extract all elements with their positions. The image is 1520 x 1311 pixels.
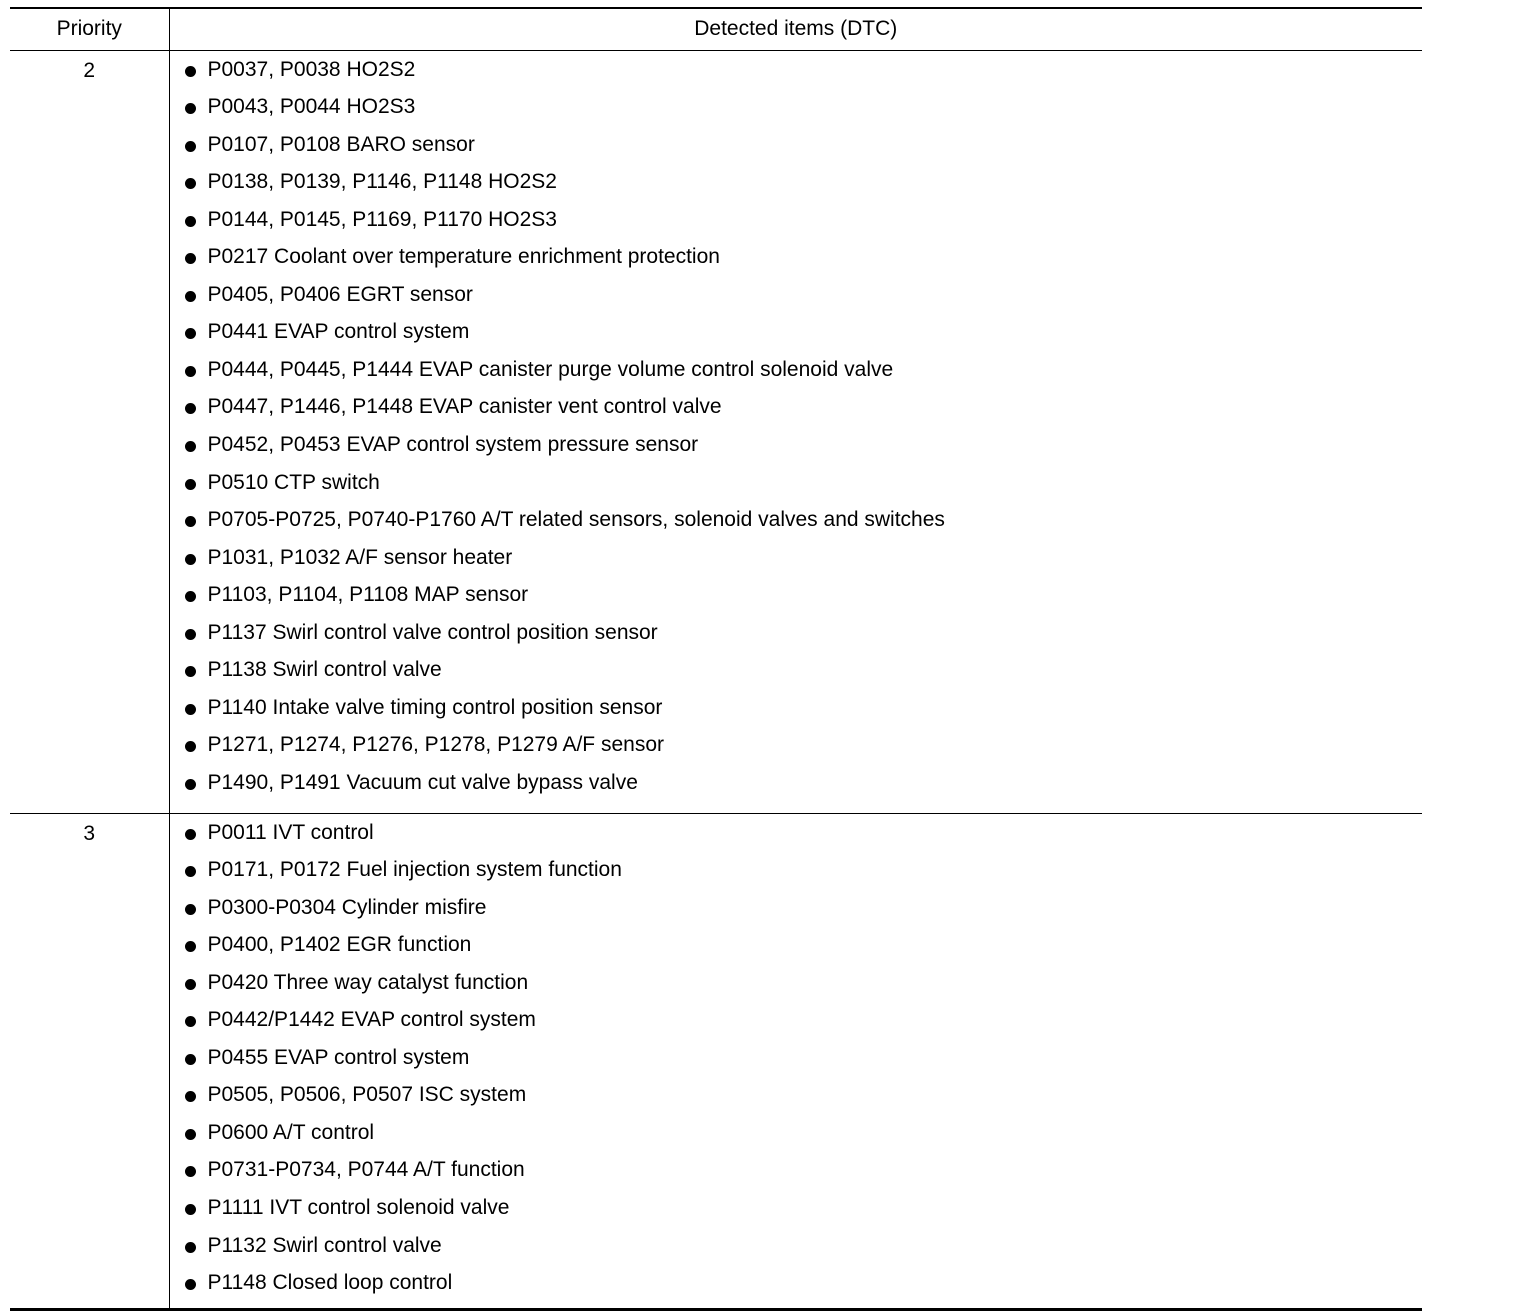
bullet-icon (185, 1279, 196, 1290)
dtc-item-text: P0405, P0406 EGRT sensor (207, 282, 473, 306)
bullet-icon (185, 103, 196, 114)
table-row-priority-3 (10, 813, 1422, 1309)
dtc-list (170, 51, 1423, 808)
list-item (170, 169, 1423, 207)
list-item (170, 432, 1423, 470)
bullet-icon (185, 1054, 196, 1065)
dtc-item-text: P1148 Closed loop control (207, 1271, 453, 1295)
dtc-item-text: P0600 A/T control (207, 1120, 375, 1144)
dtc-item-text: P0442/P1442 EVAP control system (207, 1008, 536, 1032)
bullet-icon (185, 1016, 196, 1027)
list-item (170, 357, 1423, 395)
list-item (170, 244, 1423, 282)
dtc-item-text: P0447, P1446, P1448 EVAP canister vent control valve (207, 395, 722, 419)
list-item (170, 1195, 1423, 1233)
bullet-icon (185, 403, 196, 414)
dtc-item-text: P0441 EVAP control system (207, 320, 470, 344)
table-row-priority-2 (10, 50, 1422, 813)
dtc-item-text: P1490, P1491 Vacuum cut valve bypass valve (207, 770, 638, 794)
dtc-priority-table (10, 7, 1422, 1311)
dtc-item-text: P0011 IVT control (207, 820, 374, 844)
dtc-item-text: P1137 Swirl control valve control position sensor (207, 620, 658, 644)
dtc-item-text: P0043, P0044 HO2S3 (207, 95, 416, 119)
dtc-item-text: P0400, P1402 EGR function (207, 933, 472, 957)
list-item (170, 94, 1423, 132)
bullet-icon (185, 516, 196, 527)
bullet-icon (185, 253, 196, 264)
dtc-item-text: P0420 Three way catalyst function (207, 970, 529, 994)
list-item (170, 470, 1423, 508)
list-item (170, 207, 1423, 245)
list-item (170, 770, 1423, 808)
list-item (170, 545, 1423, 583)
detected-items-column-header: Detected items (DTC) (169, 8, 1422, 50)
dtc-item-text: P0731-P0734, P0744 A/T function (207, 1158, 525, 1182)
list-item (170, 657, 1423, 695)
dtc-item-text: P0452, P0453 EVAP control system pressure sensor (207, 432, 699, 456)
dtc-list (170, 814, 1423, 1308)
priority-value: 3 (83, 821, 96, 845)
bullet-icon (185, 366, 196, 377)
list-item (170, 1157, 1423, 1195)
dtc-item-text: P1111 IVT control solenoid valve (207, 1195, 510, 1219)
bullet-icon (185, 979, 196, 990)
dtc-item-text: P0107, P0108 BARO sensor (207, 132, 475, 156)
list-item (170, 132, 1423, 170)
priority-cell (10, 50, 169, 813)
dtc-item-text: P0300-P0304 Cylinder misfire (207, 895, 487, 919)
list-item (170, 57, 1423, 95)
dtc-item-text: P1132 Swirl control valve (207, 1233, 442, 1257)
dtc-item-text: P0510 CTP switch (207, 470, 380, 494)
bullet-icon (185, 666, 196, 677)
bullet-icon (185, 328, 196, 339)
list-item (170, 582, 1423, 620)
bullet-icon (185, 1166, 196, 1177)
list-item (170, 319, 1423, 357)
bullet-icon (185, 941, 196, 952)
bullet-icon (185, 1129, 196, 1140)
bullet-icon (185, 779, 196, 790)
bullet-icon (185, 1204, 196, 1215)
dtc-item-text: P0444, P0445, P1444 EVAP canister purge volume control solenoid valve (207, 357, 894, 381)
priority-column-header: Priority (10, 8, 169, 50)
priority-cell (10, 813, 169, 1309)
list-item (170, 1045, 1423, 1083)
dtc-item-text: P0037, P0038 HO2S2 (207, 57, 416, 81)
dtc-item-text: P1138 Swirl control valve (207, 658, 442, 682)
dtc-item-text: P1140 Intake valve timing control position sensor (207, 695, 663, 719)
list-item (170, 282, 1423, 320)
dtc-item-text: P0217 Coolant over temperature enrichment protection (207, 245, 720, 269)
list-item (170, 970, 1423, 1008)
list-item (170, 732, 1423, 770)
bullet-icon (185, 829, 196, 840)
bullet-icon (185, 479, 196, 490)
bullet-icon (185, 741, 196, 752)
list-item (170, 1233, 1423, 1271)
bullet-icon (185, 141, 196, 152)
bullet-icon (185, 441, 196, 452)
bullet-icon (185, 629, 196, 640)
dtc-item-text: P0455 EVAP control system (207, 1045, 470, 1069)
dtc-item-text: P1271, P1274, P1276, P1278, P1279 A/F sensor (207, 733, 665, 757)
detected-items-cell (169, 50, 1422, 813)
list-item (170, 1007, 1423, 1045)
list-item (170, 932, 1423, 970)
list-item (170, 1270, 1423, 1308)
bullet-icon (185, 1091, 196, 1102)
bullet-icon (185, 866, 196, 877)
bullet-icon (185, 704, 196, 715)
priority-value: 2 (83, 58, 96, 82)
bullet-icon (185, 216, 196, 227)
dtc-item-text: P0171, P0172 Fuel injection system function (207, 858, 622, 882)
dtc-item-text: P0138, P0139, P1146, P1148 HO2S2 (207, 170, 557, 194)
dtc-item-text: P0705-P0725, P0740-P1760 A/T related sensors, solenoid valves and switches (207, 508, 945, 532)
bullet-icon (185, 66, 196, 77)
bullet-icon (185, 1242, 196, 1253)
bullet-icon (185, 904, 196, 915)
bullet-icon (185, 554, 196, 565)
dtc-item-text: P0505, P0506, P0507 ISC system (207, 1083, 527, 1107)
list-item (170, 1120, 1423, 1158)
list-item (170, 507, 1423, 545)
bullet-icon (185, 178, 196, 189)
table-header-row (10, 8, 1422, 50)
list-item (170, 857, 1423, 895)
list-item (170, 820, 1423, 858)
bullet-icon (185, 291, 196, 302)
list-item (170, 1082, 1423, 1120)
list-item (170, 895, 1423, 933)
list-item (170, 620, 1423, 658)
dtc-item-text: P1031, P1032 A/F sensor heater (207, 545, 513, 569)
dtc-item-text: P1103, P1104, P1108 MAP sensor (207, 583, 529, 607)
dtc-item-text: P0144, P0145, P1169, P1170 HO2S3 (207, 207, 557, 231)
list-item (170, 394, 1423, 432)
list-item (170, 695, 1423, 733)
detected-items-cell (169, 813, 1422, 1309)
bullet-icon (185, 591, 196, 602)
